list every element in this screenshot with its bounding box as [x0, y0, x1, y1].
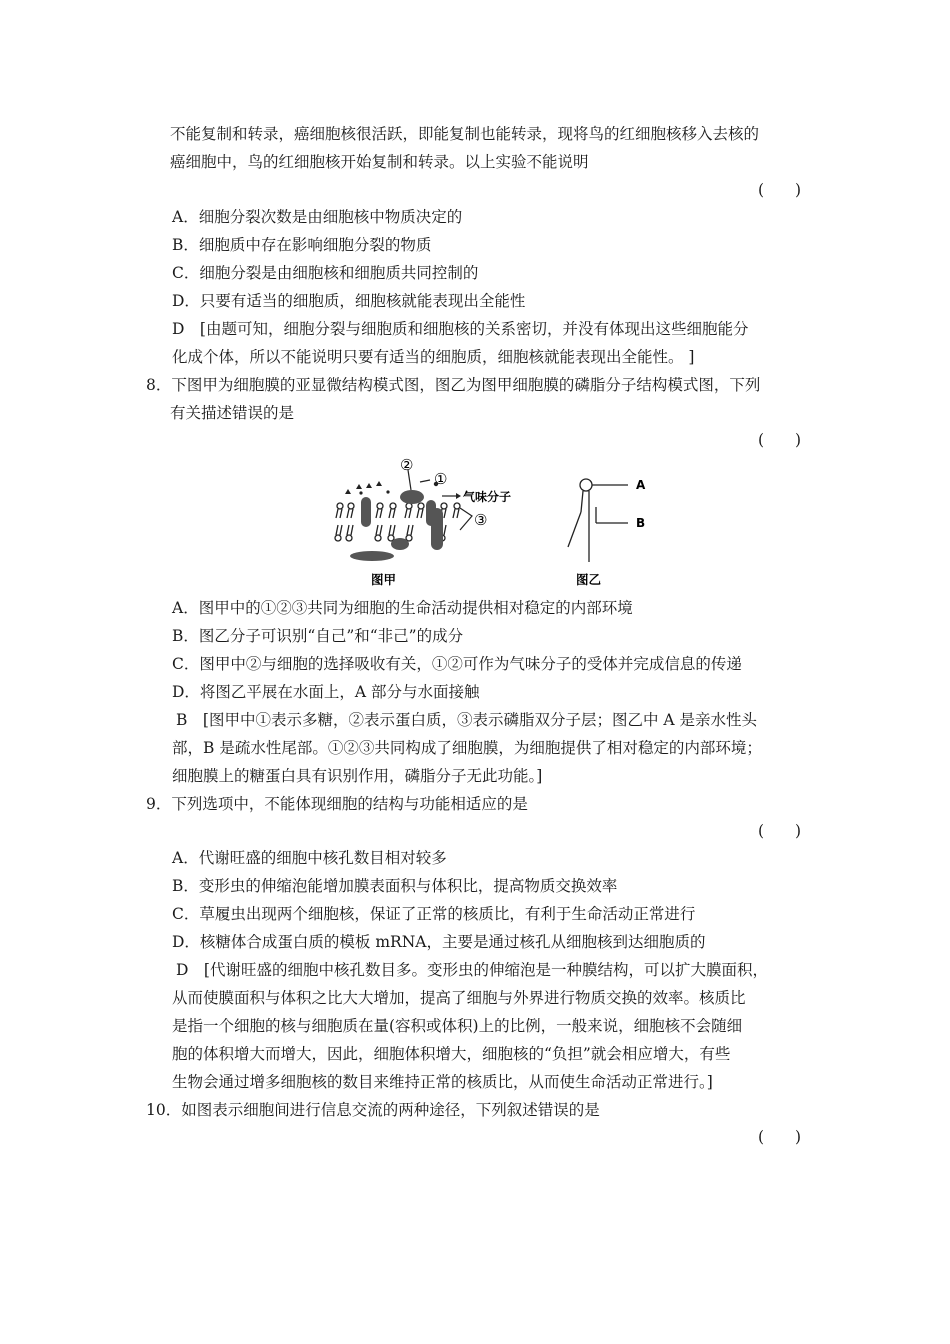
q9-answer-line-1: D [代谢旺盛的细胞中核孔数目多。变形虫的伸缩泡是一种膜结构，可以扩大膜面积，: [176, 961, 768, 979]
membrane-diagram: [318, 452, 658, 592]
oligosaccharide-dots: [345, 481, 390, 495]
q7-answer-line-1: D [由题可知，细胞分裂与细胞质和细胞核的关系密切，并没有体现出这些细胞能分: [172, 320, 749, 338]
q9-option-b: B．变形虫的伸缩泡能增加膜表面积与体积比，提高物质交换效率: [172, 877, 618, 895]
q8-stem-line-1: 8．下图甲为细胞膜的亚显微结构模式图，图乙为图甲细胞膜的磷脂分子结构模式图，下列: [146, 376, 761, 394]
q8-option-a: A．图甲中的①②③共同为细胞的生命活动提供相对稳定的内部环境: [172, 599, 633, 617]
q8-option-b: B．图乙分子可识别“自己”和“非己”的成分: [172, 627, 464, 645]
inner-leaflet: [335, 525, 446, 541]
label-2: ②: [400, 456, 414, 474]
q9-answer-line-2: 从而使膜面积与体积之比大大增加，提高了细胞与外界进行物质交换的效率。核质比: [172, 989, 746, 1007]
q8-answer-line-1: B [图甲中①表示多糖，②表示蛋白质，③表示磷脂双分子层；图乙中 A 是亲水性头: [176, 711, 757, 729]
q7-stem-line-2: 癌细胞中，鸟的红细胞核开始复制和转录。以上实验不能说明: [170, 153, 589, 171]
q7-option-c: C．细胞分裂是由细胞核和细胞质共同控制的: [172, 264, 479, 282]
q9-answer-line-4: 胞的体积增大而增大，因此，细胞体积增大，细胞核的“负担”就会相应增大，有些: [172, 1045, 731, 1063]
q7-option-d: D．只要有适当的细胞质，细胞核就能表现出全能性: [172, 292, 526, 310]
q9-answer-line-5: 生物会通过增多细胞核的数目来维持正常的核质比，从而使生命活动正常进行。]: [172, 1073, 713, 1091]
q7-option-b: B．细胞质中存在影响细胞分裂的物质: [172, 236, 432, 254]
label-a: A: [636, 478, 646, 492]
membrane-proteins: [350, 490, 443, 561]
label-b: B: [636, 516, 646, 530]
q9-option-a: A．代谢旺盛的细胞中核孔数目相对较多: [172, 849, 447, 867]
odor-molecule-label: 气味分子: [463, 490, 512, 504]
caption-figure-jia: 图甲: [371, 572, 397, 587]
q9-option-c: C．草履虫出现两个细胞核，保证了正常的核质比，有利于生命活动正常进行: [172, 905, 696, 923]
q9-answer-bracket: ( ): [758, 822, 802, 840]
label-3: ③: [474, 511, 488, 529]
q7-stem-line-1: 不能复制和转录，癌细胞核很活跃，即能复制也能转录，现将鸟的红细胞核移入去核的: [170, 125, 760, 143]
q9-answer-line-3: 是指一个细胞的核与细胞质在量(容积或体积)上的比例，一般来说，细胞核不会随细: [172, 1017, 743, 1035]
phospholipid-molecule: [568, 479, 628, 562]
q7-answer-line-2: 化成个体，所以不能说明只要有适当的细胞质，细胞核就能表现出全能性。 ]: [172, 348, 695, 366]
membrane-figure: [318, 452, 658, 592]
q9-option-d: D．核糖体合成蛋白质的模板 mRNA，主要是通过核孔从细胞核到达细胞质的: [172, 933, 706, 951]
q10-answer-bracket: ( ): [758, 1128, 802, 1146]
q7-answer-bracket: ( ): [758, 181, 802, 199]
q10-stem: 10．如图表示细胞间进行信息交流的两种途径，下列叙述错误的是: [146, 1101, 600, 1119]
q8-answer-bracket: ( ): [758, 431, 802, 449]
q8-stem-line-2: 有关描述错误的是: [170, 404, 295, 422]
q8-answer-line-3: 细胞膜上的糖蛋白具有识别作用，磷脂分子无此功能。]: [172, 767, 543, 785]
q8-option-d: D．将图乙平展在水面上，A 部分与水面接触: [172, 683, 480, 701]
q8-answer-line-2: 部，B 是疏水性尾部。①②③共同构成了细胞膜，为细胞提供了相对稳定的内部环境；: [172, 739, 762, 757]
q9-stem: 9．下列选项中，不能体现细胞的结构与功能相适应的是: [146, 795, 528, 813]
q8-option-c: C．图甲中②与细胞的选择吸收有关，①②可作为气味分子的受体并完成信息的传递: [172, 655, 742, 673]
q7-option-a: A．细胞分裂次数是由细胞核中物质决定的: [172, 208, 463, 226]
label-1: ①: [434, 470, 448, 488]
caption-figure-yi: 图乙: [576, 572, 602, 587]
